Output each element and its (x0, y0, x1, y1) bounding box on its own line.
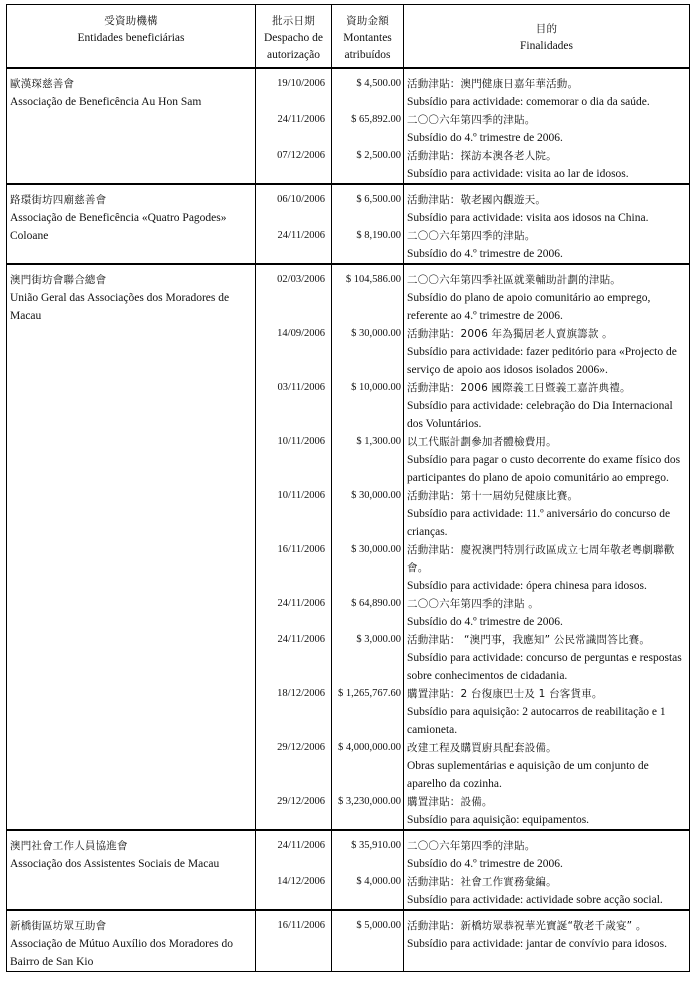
goal-pt: Obras suplementárias e aquisição de um conjunto de aparelho da cozinha. (407, 760, 649, 790)
date-cell (256, 184, 332, 227)
date-cell (256, 631, 332, 685)
header-entity (7, 5, 256, 69)
header-goal (404, 5, 690, 69)
authorization-date: 24/11/2006 (277, 230, 325, 241)
entity-name-pt: União Geral das Associações dos Moradores de Macau (10, 292, 230, 322)
authorization-date: 24/11/2006 (277, 114, 325, 125)
header-goal-zh: 目的 (535, 23, 558, 35)
subsidy-amount: $ 4,000.00 (356, 876, 401, 887)
goal-cell (404, 873, 690, 910)
header-entity-pt: Entidades beneficiárias (77, 32, 185, 44)
date-cell (256, 793, 332, 830)
authorization-date: 16/11/2006 (277, 544, 325, 555)
header-date (256, 5, 332, 69)
entity-cell (7, 830, 256, 910)
subsidy-amount: $ 6,500.00 (356, 194, 401, 205)
entity-group (7, 184, 690, 264)
goal-zh: 活動津貼：2006 國際義工日暨義工嘉許典禮。 (407, 382, 631, 394)
amount-cell (332, 685, 404, 739)
entity-name-zh: 路環街坊四廟慈善會 (10, 194, 107, 206)
date-cell (256, 111, 332, 147)
entity-name-pt: Associação de Beneficência «Quatro Pagodes» Coloane (10, 212, 227, 242)
entity-cell (7, 264, 256, 830)
goal-pt: Subsídio para aquisição: 2 autocarros de reabilitação e 1 camioneta. (407, 706, 666, 736)
subsidy-amount: $ 30,000.00 (351, 544, 401, 555)
authorization-date: 29/12/2006 (277, 742, 325, 753)
goal-zh: 二〇〇六年第四季的津貼。 (407, 114, 536, 126)
goal-pt: Subsídio do 4.º trimestre de 2006. (407, 248, 563, 260)
goal-pt: Subsídio para actividade: comemorar o dia da saúde. (407, 96, 650, 108)
amount-cell (332, 68, 404, 111)
entity-cell (7, 68, 256, 184)
goal-zh: 二〇〇六年第四季的津貼。 (407, 230, 536, 242)
table-row (7, 264, 690, 325)
authorization-date: 14/12/2006 (277, 876, 325, 887)
header-amount (332, 5, 404, 69)
goal-pt: Subsídio para actividade: fazer peditório para «Projecto de serviço de apoio aos idosos isolados 2006». (407, 346, 677, 376)
authorization-date: 24/11/2006 (277, 634, 325, 645)
subsidy-amount: $ 64,890.00 (351, 598, 401, 609)
goal-pt: Subsídio para actividade: actividade sobre acção social. (407, 894, 663, 906)
authorization-date: 03/11/2006 (277, 382, 325, 393)
authorization-date: 19/10/2006 (277, 78, 325, 89)
amount-cell (332, 147, 404, 184)
amount-cell (332, 793, 404, 830)
subsidy-amount: $ 1,265,767.60 (338, 688, 401, 699)
subsidy-amount: $ 3,230,000.00 (338, 796, 401, 807)
entity-group (7, 910, 690, 972)
amount-cell (332, 264, 404, 325)
entity-name-pt: Associação dos Assistentes Sociais de Macau (10, 858, 220, 870)
header-date-pt-1: Despacho de (263, 32, 324, 44)
subsidy-amount: $ 10,000.00 (351, 382, 401, 393)
date-cell (256, 685, 332, 739)
amount-cell (332, 873, 404, 910)
entity-group (7, 68, 690, 184)
goal-zh: 活動津貼：第十一屆幼兒健康比賽。 (407, 490, 579, 502)
goal-zh: 以工代賑計劃參加者體檢費用。 (407, 436, 557, 448)
subsidy-amount: $ 1,300.00 (356, 436, 401, 447)
goal-zh: 活動津貼： “澳門事，我應知” 公民常識問答比賽。 (407, 634, 651, 646)
goal-cell (404, 487, 690, 541)
goal-cell (404, 685, 690, 739)
entity-name-zh: 歐漢琛慈善會 (10, 78, 75, 90)
entity-cell (7, 184, 256, 264)
date-cell (256, 147, 332, 184)
goal-zh: 活動津貼：2006 年為獨居老人賣旗籌款 。 (407, 328, 613, 340)
goal-pt: Subsídio para actividade: concurso de perguntas e respostas sobre conhecimentos de cidadania. (407, 652, 682, 682)
amount-cell (332, 111, 404, 147)
goal-zh: 購置津貼：2 台復康巴士及 1 台客貨車。 (407, 688, 603, 700)
authorization-date: 16/11/2006 (277, 920, 325, 931)
date-cell (256, 325, 332, 379)
date-cell (256, 264, 332, 325)
goal-cell (404, 264, 690, 325)
goal-pt: Subsídio para actividade: ópera chinesa para idosos. (407, 580, 647, 592)
goal-zh: 活動津貼：慶祝澳門特別行政區成立七周年敬老粵劇聯歡會。 (407, 544, 675, 574)
goal-cell (404, 631, 690, 685)
amount-cell (332, 595, 404, 631)
entity-group (7, 830, 690, 910)
goal-zh: 二〇〇六年第四季的津貼 。 (407, 598, 539, 610)
entity-group (7, 264, 690, 830)
subsidy-amount: $ 4,000,000.00 (338, 742, 401, 753)
goal-zh: 二〇〇六年第四季的津貼。 (407, 840, 536, 852)
document-page (6, 4, 689, 972)
header-entity-zh: 受資助機構 (104, 15, 158, 27)
goal-pt: Subsídio para pagar o custo decorrente do exame físico dos participantes do plano de apoio comunitário ao emprego. (407, 454, 681, 484)
goal-cell (404, 595, 690, 631)
date-cell (256, 227, 332, 264)
amount-cell (332, 631, 404, 685)
goal-cell (404, 433, 690, 487)
goal-pt: Subsídio do plano de apoio comunitário ao emprego, referente ao 4.º trimestre de 2006. (407, 292, 651, 322)
entity-name-zh: 新橋街區坊眾互助會 (10, 920, 107, 932)
goal-pt: Subsídio do 4.º trimestre de 2006. (407, 616, 563, 628)
subsidy-amount: $ 30,000.00 (351, 328, 401, 339)
authorization-date: 29/12/2006 (277, 796, 325, 807)
authorization-date: 18/12/2006 (277, 688, 325, 699)
goal-cell (404, 68, 690, 111)
table-row (7, 184, 690, 227)
header-amount-pt-1: Montantes (343, 32, 392, 44)
goal-zh: 活動津貼：澳門健康日嘉年華活動。 (407, 78, 579, 90)
header-date-pt-2: autorização (267, 49, 320, 61)
authorization-date: 14/09/2006 (277, 328, 325, 339)
date-cell (256, 487, 332, 541)
goal-zh: 活動津貼：敬老國內觀遊天。 (407, 194, 547, 206)
subsidy-amount: $ 65,892.00 (351, 114, 401, 125)
authorization-date: 10/11/2006 (277, 436, 325, 447)
goal-pt: Subsídio para actividade: 11.º aniversário do concurso de crianças. (407, 508, 671, 538)
goal-pt: Subsídio do 4.º trimestre de 2006. (407, 858, 563, 870)
amount-cell (332, 227, 404, 264)
goal-pt: Subsídio para actividade: jantar de convívio para idosos. (407, 938, 667, 950)
header-date-zh: 批示日期 (272, 15, 315, 27)
amount-cell (332, 433, 404, 487)
amount-cell (332, 910, 404, 972)
goal-pt: Subsídio do 4.º trimestre de 2006. (407, 132, 563, 144)
subsidy-amount: $ 3,000.00 (356, 634, 401, 645)
date-cell (256, 379, 332, 433)
subsidy-amount: $ 104,586.00 (345, 274, 401, 285)
authorization-date: 24/11/2006 (277, 840, 325, 851)
goal-cell (404, 739, 690, 793)
goal-zh: 二〇〇六年第四季社區就業輔助計劃的津貼。 (407, 274, 621, 286)
authorization-date: 10/11/2006 (277, 490, 325, 501)
goal-pt: Subsídio para actividade: visita aos idosos na China. (407, 212, 649, 224)
goal-cell (404, 184, 690, 227)
goal-cell (404, 830, 690, 873)
date-cell (256, 433, 332, 487)
table-row (7, 910, 690, 972)
authorization-date: 24/11/2006 (277, 598, 325, 609)
goal-cell (404, 379, 690, 433)
date-cell (256, 739, 332, 793)
date-cell (256, 830, 332, 873)
amount-cell (332, 487, 404, 541)
goal-zh: 活動津貼：新橋坊眾恭祝華光寶誕“敬老千歲宴” 。 (407, 920, 647, 932)
date-cell (256, 910, 332, 972)
subsidy-amount: $ 2,500.00 (356, 150, 401, 161)
goal-cell (404, 541, 690, 595)
amount-cell (332, 830, 404, 873)
subsidy-table (6, 4, 690, 972)
table-row (7, 830, 690, 873)
entity-name-pt: Associação de Beneficência Au Hon Sam (10, 96, 202, 108)
authorization-date: 02/03/2006 (277, 274, 325, 285)
goal-cell (404, 793, 690, 830)
subsidy-amount: $ 4,500.00 (356, 78, 401, 89)
amount-cell (332, 379, 404, 433)
goal-cell (404, 325, 690, 379)
subsidy-amount: $ 35,910.00 (351, 840, 401, 851)
date-cell (256, 68, 332, 111)
goal-pt: Subsídio para actividade: visita ao lar de idosos. (407, 168, 629, 180)
table-header-row (7, 5, 690, 69)
date-cell (256, 873, 332, 910)
goal-pt: Subsídio para aquisição: equipamentos. (407, 814, 590, 826)
entity-cell (7, 910, 256, 972)
entity-name-zh: 澳門社會工作人員協進會 (10, 840, 128, 852)
entity-name-zh: 澳門街坊會聯合總會 (10, 274, 107, 286)
header-amount-pt-2: atribuídos (344, 49, 391, 61)
goal-zh: 活動津貼：探訪本澳各老人院。 (407, 150, 557, 162)
table-row (7, 68, 690, 111)
authorization-date: 06/10/2006 (277, 194, 325, 205)
amount-cell (332, 184, 404, 227)
header-amount-zh: 資助金額 (346, 15, 389, 27)
authorization-date: 07/12/2006 (277, 150, 325, 161)
date-cell (256, 541, 332, 595)
goal-cell (404, 910, 690, 972)
subsidy-amount: $ 30,000.00 (351, 490, 401, 501)
header-goal-pt: Finalidades (519, 40, 574, 52)
goal-zh: 改建工程及購買廚具配套設備。 (407, 742, 557, 754)
goal-cell (404, 111, 690, 147)
goal-zh: 活動津貼：社會工作實務彙編。 (407, 876, 557, 888)
goal-cell (404, 227, 690, 264)
goal-cell (404, 147, 690, 184)
subsidy-amount: $ 8,190.00 (356, 230, 401, 241)
goal-zh: 購置津貼：設備。 (407, 796, 493, 808)
subsidy-amount: $ 5,000.00 (356, 920, 401, 931)
amount-cell (332, 739, 404, 793)
date-cell (256, 595, 332, 631)
amount-cell (332, 541, 404, 595)
goal-pt: Subsídio para actividade: celebração do Dia Internacional dos Voluntários. (407, 400, 673, 430)
amount-cell (332, 325, 404, 379)
entity-name-pt: Associação de Mútuo Auxílio dos Moradores do Bairro de San Kio (10, 938, 233, 968)
